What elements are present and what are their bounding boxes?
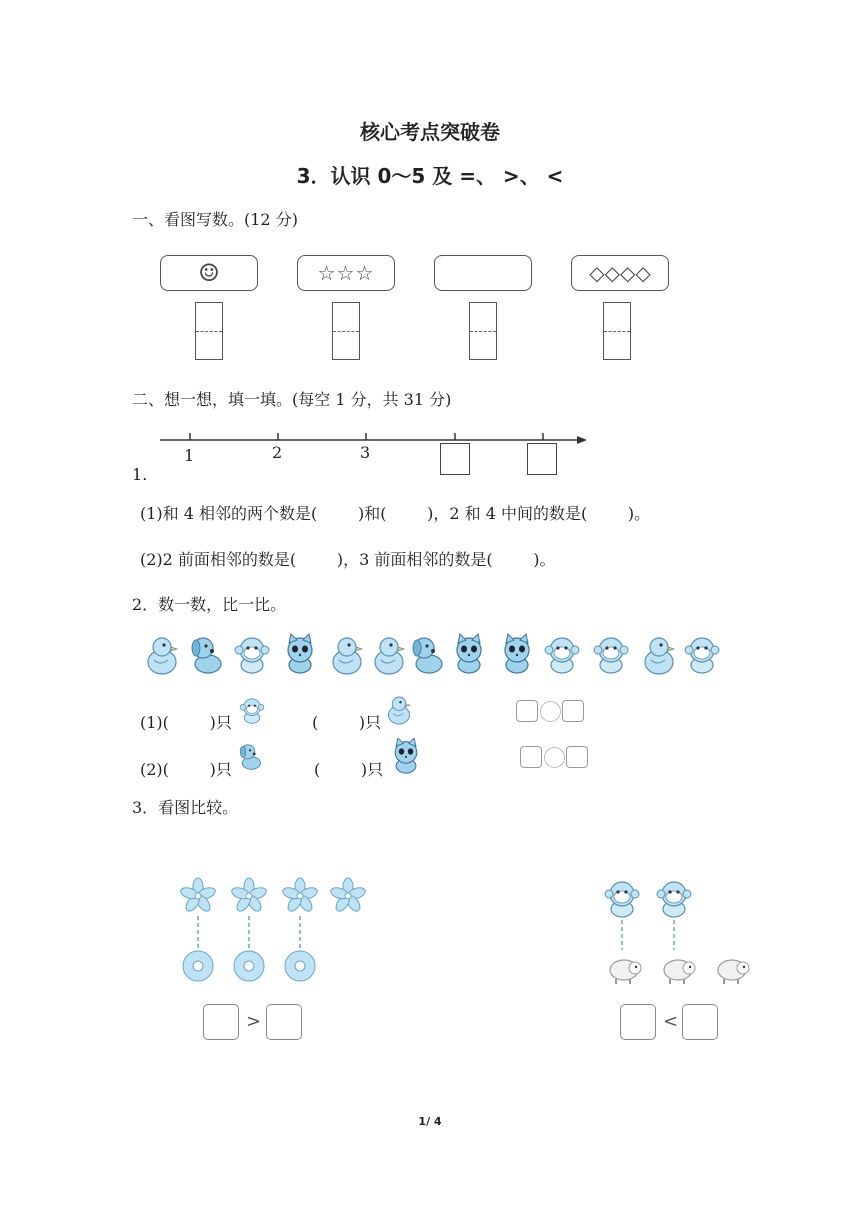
page-number: 1/ 4 <box>418 1115 442 1128</box>
diamond-icon: ◇◇◇◇ <box>589 261 651 285</box>
tick-label-2: 2 <box>272 443 283 462</box>
greater-than-sign: > <box>246 1011 262 1032</box>
less-than-sign: < <box>663 1011 679 1032</box>
monkey-icon <box>605 882 639 917</box>
smiley-icon: ☺ <box>198 259 220 287</box>
question-3-heading: 3．看图比较。 <box>132 798 239 817</box>
chick-icon <box>333 638 362 674</box>
question-1-line-2: (2)2 前面相邻的数是( )，3 前面相邻的数是( )。 <box>140 550 556 569</box>
flower-icon <box>230 878 267 914</box>
question-2-line-2a: (2)( )只 <box>140 760 232 779</box>
page-subtitle: 3．认识 0～5 及 =、 >、 < <box>296 164 564 188</box>
chick-icon <box>384 694 416 726</box>
picture-card-smiley <box>160 255 258 291</box>
sheep-icon <box>610 960 641 984</box>
answer-box-3[interactable] <box>469 302 497 360</box>
compare-box-1a[interactable] <box>516 700 538 722</box>
animal-row <box>142 632 732 678</box>
picture-card-stars <box>297 255 395 291</box>
star-icon: ☆☆☆ <box>317 261 375 285</box>
question-2-line-1b: ( )只 <box>312 713 382 732</box>
number-line-box-5[interactable] <box>527 443 557 475</box>
cat-icon <box>505 634 529 673</box>
compare-circle-2[interactable] <box>544 747 565 768</box>
picture-card-diamonds <box>571 255 669 291</box>
cat-icon <box>288 634 312 673</box>
compare-box-1b[interactable] <box>562 700 584 722</box>
flower-icon <box>329 878 366 914</box>
dog-icon <box>192 638 221 673</box>
answer-box-4[interactable] <box>603 302 631 360</box>
sheep-icon <box>718 960 749 984</box>
tick-label-1: 1 <box>184 446 195 465</box>
compare-box-2a[interactable] <box>520 746 542 768</box>
question-1-line-1: (1)和 4 相邻的两个数是( )和( )，2 和 4 中间的数是( )。 <box>140 504 651 523</box>
chick-icon <box>375 638 404 674</box>
flower-icon <box>281 878 318 914</box>
cat-icon <box>388 738 426 774</box>
flower-icon <box>179 878 216 914</box>
chick-icon <box>148 638 177 674</box>
compare-box-3a[interactable] <box>203 1004 239 1040</box>
flowers-comparison <box>172 876 372 986</box>
compare-box-2b[interactable] <box>566 746 588 768</box>
answer-box-2[interactable] <box>332 302 360 360</box>
monkey-icon <box>594 638 628 673</box>
section-2-heading: 二、想一想，填一填。(每空 1 分，共 31 分) <box>132 390 452 409</box>
cat-icon <box>457 634 481 673</box>
question-2-line-2b: ( )只 <box>314 760 384 779</box>
page-title: 核心考点突破卷 <box>360 120 500 144</box>
monkey-icon <box>685 638 719 673</box>
sheep-icon <box>664 960 695 984</box>
question-1-label: 1. <box>132 465 148 484</box>
number-line-box-4[interactable] <box>440 443 470 475</box>
monkey-icon <box>545 638 579 673</box>
dog-icon <box>236 742 268 772</box>
chick-icon <box>645 638 674 674</box>
monkey-icon <box>235 638 269 673</box>
compare-box-4b[interactable] <box>682 1004 718 1040</box>
picture-card-empty <box>434 255 532 291</box>
question-2-line-1a: (1)( )只 <box>140 713 232 732</box>
monkey-icon <box>657 882 691 917</box>
monkeys-sheep-comparison <box>598 876 758 986</box>
answer-box-1[interactable] <box>195 302 223 360</box>
dog-icon <box>413 638 442 673</box>
question-2-heading: 2．数一数，比一比。 <box>132 595 287 614</box>
monkey-icon <box>238 696 270 724</box>
tick-label-3: 3 <box>360 443 371 462</box>
compare-circle-1[interactable] <box>540 701 561 722</box>
compare-box-3b[interactable] <box>266 1004 302 1040</box>
arrow-head-icon <box>577 436 587 444</box>
compare-box-4a[interactable] <box>620 1004 656 1040</box>
section-1-heading: 一、看图写数。(12 分) <box>132 210 298 229</box>
